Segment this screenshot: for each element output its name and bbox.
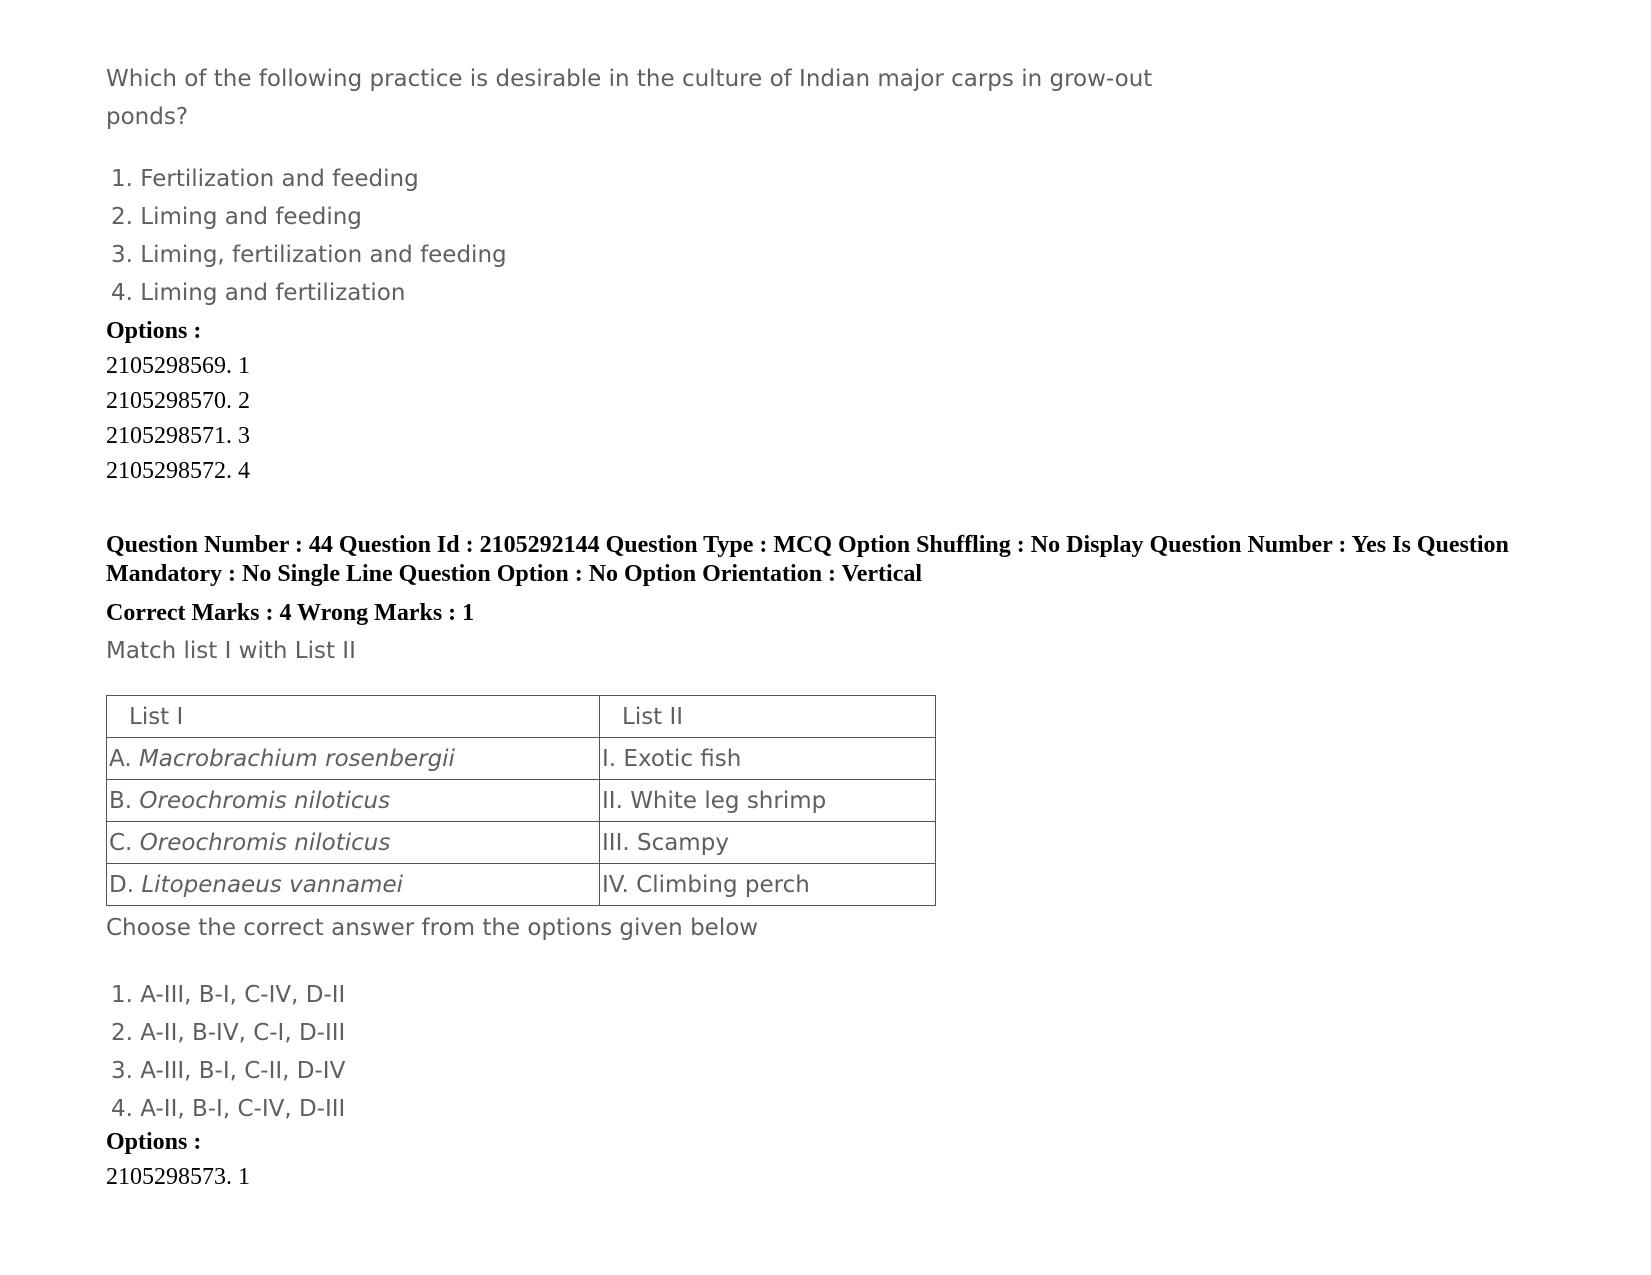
list-ii-cell: I. Exotic fish bbox=[600, 738, 936, 780]
option-item: 2105298571. 3 bbox=[106, 423, 250, 449]
options-list bbox=[106, 349, 250, 489]
options-label: Options : bbox=[106, 1129, 202, 1155]
species-name: Macrobrachium rosenbergii bbox=[138, 745, 455, 772]
list-i-letter: B. bbox=[109, 787, 140, 814]
list-i-cell bbox=[107, 822, 600, 864]
list-i-letter: A. bbox=[109, 745, 139, 772]
answer-choice: 3. A-III, B-I, C-II, D-IV bbox=[111, 1058, 346, 1084]
answer-choice: 4. Liming and fertilization bbox=[111, 280, 406, 306]
question-text: Which of the following practice is desirable in the culture of Indian major carps in grow-out ponds? bbox=[106, 66, 1153, 130]
answer-choice: 2. Liming and feeding bbox=[111, 204, 362, 230]
list-i-letter: D. bbox=[109, 871, 142, 898]
header-list-i: List I bbox=[107, 696, 600, 738]
option-item: 2105298569. 1 bbox=[106, 353, 250, 379]
table-row bbox=[107, 738, 936, 780]
choose-instruction: Choose the correct answer from the options given below bbox=[106, 915, 759, 941]
options-list bbox=[106, 1160, 250, 1194]
option-item: 2105298573. 1 bbox=[106, 1164, 250, 1190]
list-ii-cell: IV. Climbing perch bbox=[600, 864, 936, 906]
match-table-header bbox=[107, 696, 936, 738]
question-prompt: Match list I with List II bbox=[106, 638, 356, 664]
list-i-cell bbox=[107, 864, 600, 906]
answer-choices-list bbox=[111, 976, 345, 1128]
species-name: Litopenaeus vannamei bbox=[141, 871, 403, 898]
table-row bbox=[107, 822, 936, 864]
table-row bbox=[107, 780, 936, 822]
option-item: 2105298570. 2 bbox=[106, 388, 250, 414]
answer-choice: 1. Fertilization and feeding bbox=[111, 166, 419, 192]
species-name: Oreochromis niloticus bbox=[139, 787, 391, 814]
answer-choice: 4. A-II, B-I, C-IV, D-III bbox=[111, 1096, 346, 1122]
species-name: Oreochromis niloticus bbox=[139, 829, 391, 856]
header-list-ii: List II bbox=[600, 696, 936, 738]
match-table bbox=[106, 695, 936, 906]
question-metadata: Question Number : 44 Question Id : 2105292144 Question Type : MCQ Option Shuffling : No Display Question Number : Yes Is Question Mandatory : No Single Line Question Option : No Option Orientation : Vertical bbox=[106, 532, 1509, 587]
options-label: Options : bbox=[106, 318, 202, 344]
answer-choice: 1. A-III, B-I, C-IV, D-II bbox=[111, 982, 346, 1008]
list-i-cell bbox=[107, 780, 600, 822]
question-marks: Correct Marks : 4 Wrong Marks : 1 bbox=[106, 600, 475, 626]
list-ii-cell: III. Scampy bbox=[600, 822, 936, 864]
option-item: 2105298572. 4 bbox=[106, 458, 250, 484]
list-i-cell bbox=[107, 738, 600, 780]
answer-choice: 3. Liming, fertilization and feeding bbox=[111, 242, 507, 268]
list-i-letter: C. bbox=[109, 829, 140, 856]
table-row bbox=[107, 864, 936, 906]
answer-choice: 2. A-II, B-IV, C-I, D-III bbox=[111, 1020, 346, 1046]
answer-choices-list bbox=[111, 160, 507, 312]
list-ii-cell: II. White leg shrimp bbox=[600, 780, 936, 822]
